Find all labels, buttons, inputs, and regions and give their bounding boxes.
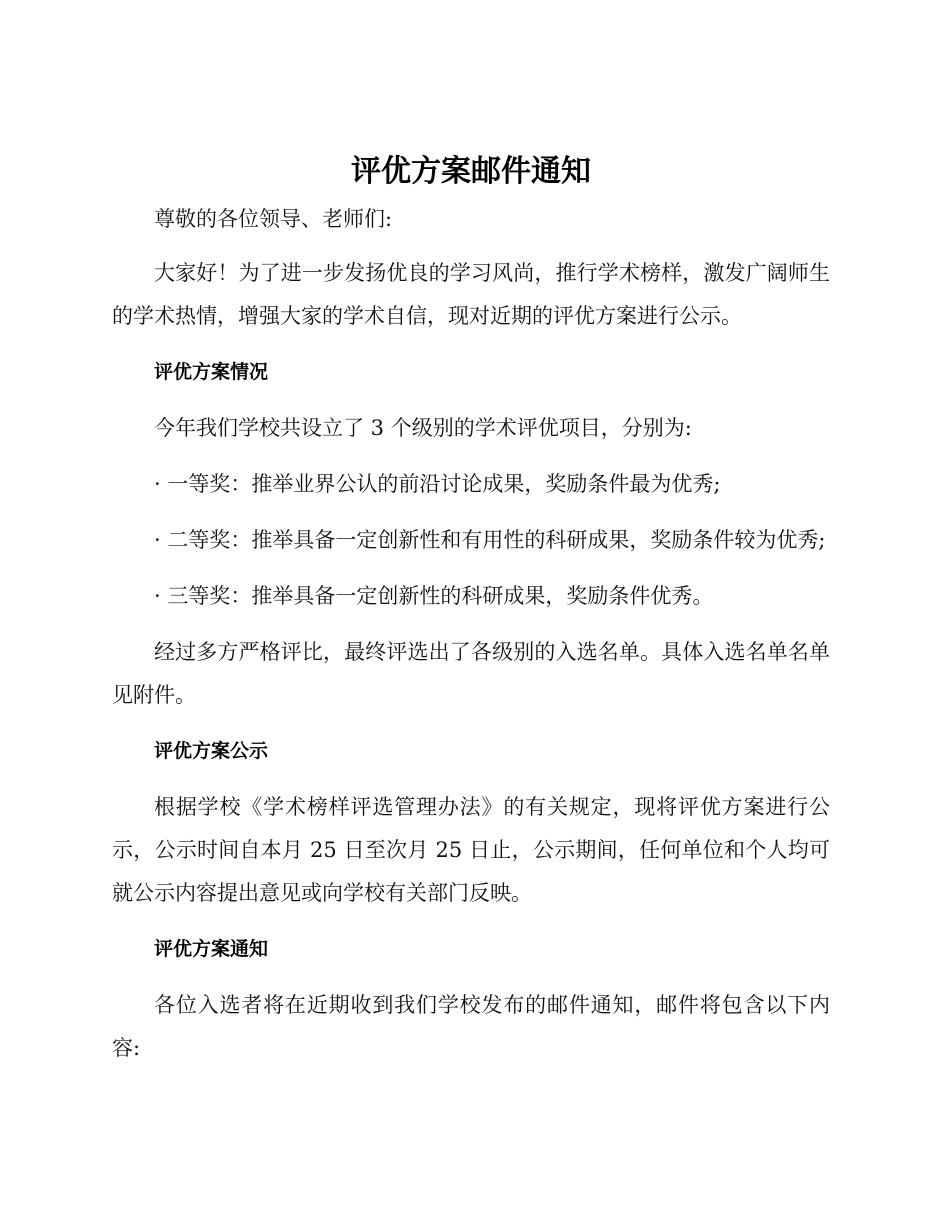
section-heading-situation: 评优方案情况 bbox=[154, 361, 269, 383]
bullet-third-prize: · 三等奖：推举具备一定创新性的科研成果，奖励条件优秀。 bbox=[154, 584, 714, 608]
bullet-second-prize: · 二等奖：推举具备一定创新性和有用性的科研成果，奖励条件较为优秀; bbox=[154, 528, 826, 552]
greeting: 尊敬的各位领导、老师们: bbox=[154, 207, 393, 231]
section-heading-publicity: 评优方案公示 bbox=[154, 740, 269, 762]
document-body bbox=[112, 148, 830, 1083]
section-closing-paragraph: 经过多方严格评比，最终评选出了各级别的入选名单。具体入选名单名单见附件。 bbox=[112, 640, 830, 707]
section-paragraph: 各位入选者将在近期收到我们学校发布的邮件通知，邮件将包含以下内容: bbox=[112, 993, 830, 1060]
section-paragraph: 根据学校《学术榜样评选管理办法》的有关规定，现将评优方案进行公示，公示时间自本月 25 日至次月 25 日止，公示期间，任何单位和个人均可就公示内容提出意见或向学校有关部门反映。 bbox=[112, 795, 830, 905]
bullet-first-prize: · 一等奖：推举业界公认的前沿讨论成果，奖励条件最为优秀; bbox=[154, 472, 721, 496]
intro-paragraph: 大家好！为了进一步发扬优良的学习风尚，推行学术榜样，激发广阔师生的学术热情，增强大家的学术自信，现对近期的评优方案进行公示。 bbox=[112, 261, 830, 328]
section-heading-notice: 评优方案通知 bbox=[154, 938, 269, 960]
document-title: 评优方案邮件通知 bbox=[351, 154, 591, 189]
section-paragraph: 今年我们学校共设立了 3 个级别的学术评优项目，分别为: bbox=[154, 416, 692, 440]
